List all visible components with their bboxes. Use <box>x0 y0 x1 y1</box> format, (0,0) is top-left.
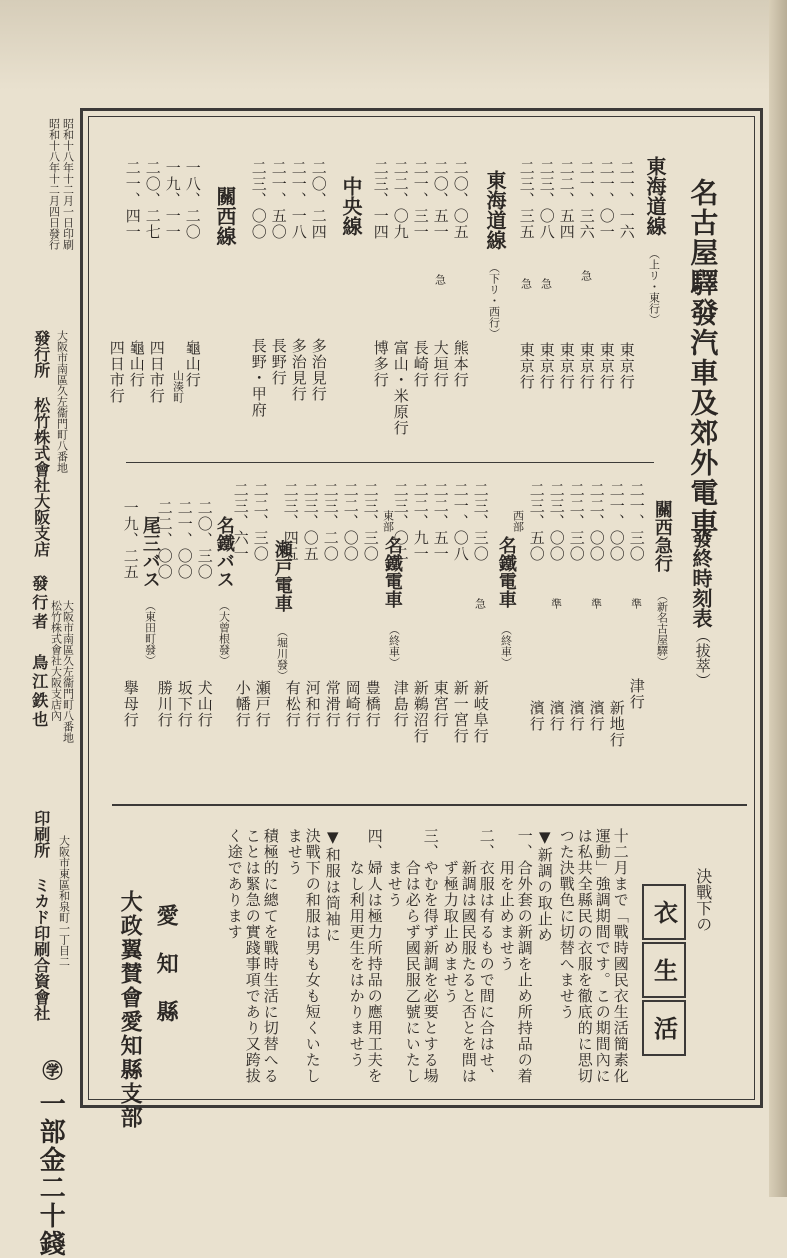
campaign-lead-3: は私共全縣民の衣服を徹底的に思切 <box>575 828 594 1084</box>
kansai-kyuko-dest-5: 濱行 <box>547 700 566 732</box>
tokaido-down-dest-3: 長崎行 <box>411 340 430 388</box>
tokaido-up-direction: （上リ・東行） <box>647 248 661 325</box>
upper-lower-divider <box>126 462 654 463</box>
page-top-shadow <box>0 0 787 90</box>
meitetsu-east-dest-3: 常滑行 <box>323 680 342 728</box>
tokaido-down-mark-2: 急 <box>433 274 447 285</box>
meitetsu-bus-time-1: 二〇、三〇 <box>195 500 214 580</box>
tokaido-up-time-6: 二三、三五 <box>517 160 536 240</box>
meitetsu-east-dest-1: 豊橋行 <box>363 680 382 728</box>
kansai-kyuko-time-3: 二二、〇〇 <box>587 482 606 562</box>
campaign-org: 大政翼賛會愛知縣支部 <box>117 890 144 1130</box>
publisher-address: 大阪市南區久左衞門町八番地 <box>55 330 69 473</box>
campaign-item-4b: なし利用更生をはかりませう <box>347 828 366 1068</box>
bisan-bus-dest-1: 擧母行 <box>121 680 140 728</box>
tokaido-up-time-3: 二一、三六 <box>577 160 596 240</box>
kansai-dest-2: 四日市行 <box>147 340 166 404</box>
meitetsu-west-dest-3: 東宮行 <box>431 680 450 728</box>
issue-date: 昭和十八年十二月四日發行 <box>47 118 61 250</box>
seto-dest-2: 小幡行 <box>233 680 252 728</box>
tokaido-down-label: 東海道線 <box>483 170 507 250</box>
kansai-label: 關西線 <box>213 186 237 246</box>
timetable-campaign-divider <box>112 804 747 806</box>
tokaido-down-dest-1: 熊本行 <box>451 340 470 388</box>
campaign-title-char-1: 衣 <box>649 900 679 924</box>
meitetsu-east-time-5: 二三、四五 <box>281 482 300 562</box>
meitetsu-west-time-2: 二一、〇八 <box>451 482 470 562</box>
campaign-item-3a: 三、やむを得ず新調を必要とする場 <box>421 828 440 1084</box>
meitetsu-west-dest-5: 津島行 <box>391 680 410 728</box>
campaign-title-char-2: 生 <box>649 958 679 982</box>
tokaido-up-mark-3: 急 <box>579 270 593 281</box>
campaign-closing-3: く途であります <box>225 828 244 940</box>
tokaido-up-dest-1: 東京行 <box>617 342 636 390</box>
editor-address-1: 大阪市南區久左衞門町八番地 <box>61 600 75 743</box>
meitetsu-east-dest-2: 岡崎行 <box>343 680 362 728</box>
meitetsu-west-dest-1: 新岐阜行 <box>471 680 490 744</box>
print-date: 昭和十八年十二月一日印刷 <box>61 118 75 250</box>
printer-address: 大阪市東區和泉町一丁目二 <box>57 835 71 967</box>
campaign-wafuku-1: 決戰下の和服は男も女も短くいたし <box>303 828 322 1084</box>
kansai-kyuko-dest-3: 濱行 <box>587 700 606 732</box>
meitetsu-east-time-2: 二二、〇〇 <box>341 482 360 562</box>
tokaido-up-time-5: 二三、〇八 <box>537 160 556 240</box>
meitetsu-east-dest-4: 河和行 <box>303 680 322 728</box>
chuo-time-4: 二三、〇〇 <box>249 160 268 240</box>
meitetsu-east-time-1: 二三、三〇 <box>361 482 380 562</box>
meitetsu-west-label: 名鐵電車 <box>495 536 517 608</box>
tokaido-up-time-4: 二二、五四 <box>557 160 576 240</box>
meitetsu-west-dest-4: 新鵜沼行 <box>411 680 430 744</box>
price: 一部金二十錢 <box>35 1090 66 1258</box>
chuo-time-3: 二一、五〇 <box>269 160 288 240</box>
meitetsu-bus-time-2: 二一、〇〇 <box>175 500 194 580</box>
campaign-lead-4: つた決戰色に切替へませう <box>557 828 576 1020</box>
kansai-kyuko-dest-2: 新地行 <box>607 700 626 748</box>
meitetsu-east-time-3: 二三、二〇 <box>321 482 340 562</box>
tokaido-up-dest-5: 東京行 <box>537 342 556 390</box>
campaign-item-1b: 用を止めませう <box>497 828 516 972</box>
chuo-dest-3: 長野行 <box>269 338 288 386</box>
meitetsu-west-time-1: 二三、三〇 <box>471 482 490 562</box>
tokaido-down-direction: （下リ・西行） <box>487 262 501 339</box>
timetable-note: （拔萃） <box>693 628 712 688</box>
meitetsu-east-time-4: 二三、〇五 <box>301 482 320 562</box>
kansai-time-4: 二一、四一 <box>123 160 142 240</box>
tokaido-up-time-1: 二一、一六 <box>617 160 636 240</box>
campaign-lead-2: 運動」強調期間です。この期間內に <box>593 828 612 1084</box>
meitetsu-bus-time-3: 二二、〇〇 <box>155 500 174 580</box>
kansai-kyuko-label: 關西急行 <box>651 500 673 572</box>
meitetsu-west-time-4: 二二、九一 <box>411 482 430 562</box>
tokaido-down-time-3: 二一、三一 <box>411 160 430 240</box>
campaign-org-top: 愛 知 <box>153 904 180 976</box>
kansai-kyuko-time-1: 二一、三〇 <box>627 482 646 562</box>
meitetsu-east-prefix: 東部 <box>381 510 395 532</box>
tokaido-up-time-2: 二一、〇一 <box>597 160 616 240</box>
tokaido-down-time-2: 二〇、五一 <box>431 160 450 240</box>
tokaido-down-dest-2: 大垣行 <box>431 340 450 388</box>
page-edge <box>769 0 787 1197</box>
meitetsu-east-label: 名鐵電車 <box>381 536 403 608</box>
kansai-kyuko-time-4: 二二、三〇 <box>567 482 586 562</box>
tokaido-up-dest-4: 東京行 <box>557 342 576 390</box>
campaign-closing-2: ことは緊急の實踐事項であり又跨拔 <box>243 828 262 1084</box>
meitetsu-bus-direction: （大曾根發） <box>217 600 231 666</box>
meitetsu-bus-dest-2: 坂下行 <box>175 680 194 728</box>
kansai-note-1: 山湊町 <box>171 370 185 403</box>
seto-dest-1: 瀬戸行 <box>253 680 272 728</box>
chuo-label: 中央線 <box>339 176 363 236</box>
kansai-kyuko-time-6: 二三、五〇 <box>527 482 546 562</box>
chuo-dest-2: 多治見行 <box>289 338 308 402</box>
kansai-time-2: 一九、一一 <box>163 160 182 240</box>
campaign-wafuku-2: ませう <box>285 828 304 876</box>
campaign-head-wafuku: ▼和服は筒袖に <box>323 828 342 943</box>
meitetsu-west-time-5: 二三、〇二 <box>391 482 410 562</box>
kansai-time-3: 二〇、二七 <box>143 160 162 240</box>
bisan-bus-time-1: 一九、二五 <box>121 500 140 580</box>
tokaido-up-dest-6: 東京行 <box>517 342 536 390</box>
printer: 印刷所 ミカド印刷合資會社 <box>31 810 51 1021</box>
tokaido-up-dest-2: 東京行 <box>597 342 616 390</box>
chuo-dest-4: 長野・甲府 <box>249 338 268 418</box>
tokaido-down-dest-5: 博多行 <box>371 340 390 388</box>
seto-direction: （堀川發） <box>275 626 289 681</box>
meitetsu-west-prefix: 西部 <box>511 510 525 532</box>
campaign-lead-1: 十二月まで「戰時國民衣生活簡素化 <box>611 828 630 1084</box>
kansai-kyuko-time-5: 二三、〇〇 <box>547 482 566 562</box>
meitetsu-east-direction: （終車） <box>387 624 401 668</box>
campaign-head-new: ▼新調の取止め <box>535 828 554 943</box>
tokaido-up-mark-5: 急 <box>539 278 553 289</box>
campaign-closing-1: 積極的に總てを戰時生活に切替へる <box>261 828 280 1084</box>
campaign-item-1a: 一、合外套の新調を止め所持品の着 <box>515 828 534 1084</box>
meitetsu-bus-dest-1: 犬山行 <box>195 680 214 728</box>
tokaido-down-time-1: 二〇、〇五 <box>451 160 470 240</box>
bisan-bus-label: 尾三バス <box>139 516 161 588</box>
kansai-dest-1: 龜山行 <box>183 340 202 388</box>
campaign-title-box-3 <box>642 1000 686 1056</box>
tokaido-down-dest-4: 富山・米原行 <box>391 340 410 436</box>
campaign-title-box-2 <box>642 942 686 998</box>
campaign-item-3c: ませう <box>385 828 404 908</box>
tokaido-down-time-4: 二二、〇九 <box>391 160 410 240</box>
kansai-kyuko-time-2: 二一、〇〇 <box>607 482 626 562</box>
campaign-item-2b: 新調は國民服たると否とを問は <box>459 828 478 1084</box>
campaign-title-box-1 <box>642 884 686 940</box>
timetable-title: 名古屋驛發汽車及郊外電車 <box>686 178 720 538</box>
meitetsu-bus-label: 名鐵バス <box>213 516 235 588</box>
bisan-bus-direction: （東田町發） <box>143 600 157 666</box>
meitetsu-west-direction: （終車） <box>499 624 513 668</box>
chuo-dest-1: 多治見行 <box>309 338 328 402</box>
campaign-org-ken: 縣 <box>153 1000 180 1024</box>
chuo-time-2: 二一、一八 <box>289 160 308 240</box>
price-mark: ㊫ <box>39 1060 63 1080</box>
kansai-time-1: 一八、二〇 <box>183 160 202 240</box>
meitetsu-east-dest-5: 有松行 <box>283 680 302 728</box>
tokaido-up-label: 東海道線 <box>643 156 667 236</box>
campaign-item-2a: 二、衣服は有るもので間に合はせ、 <box>477 828 496 1084</box>
campaign-item-3b: 合は必らず國民服乙號にいたし <box>403 828 422 1084</box>
meitetsu-west-time-3: 二二、五一 <box>431 482 450 562</box>
chuo-time-1: 二〇、二四 <box>309 160 328 240</box>
seto-label: 瀬戸電車 <box>271 540 293 612</box>
meitetsu-west-dest-2: 新一宮行 <box>451 680 470 744</box>
campaign-item-2c: ず極力取止めませう <box>441 828 460 1004</box>
kansai-kyuko-dest-1: 津行 <box>627 678 646 710</box>
kansai-dest-4: 四日市行 <box>107 340 126 404</box>
seto-time-2: 二三、六一 <box>231 482 250 562</box>
editor-address-2: 松竹株式會社大阪支店內 <box>49 600 63 721</box>
editor: 發行者 鳥江鉄也 <box>29 575 49 730</box>
publisher: 發行所 松竹株式會社大阪支店 <box>31 330 51 557</box>
campaign-item-4a: 四、婦人は極力所持品の應用工夫を <box>365 828 384 1084</box>
kansai-kyuko-direction: （新名古屋驛） <box>655 590 669 667</box>
tokaido-up-dest-3: 東京行 <box>577 342 596 390</box>
tokaido-up-mark-6: 急 <box>519 278 533 289</box>
kansai-kyuko-mark-5: 準 <box>549 598 563 609</box>
tokaido-down-time-5: 二三、一四 <box>371 160 390 240</box>
campaign-title-char-3: 活 <box>649 1016 679 1040</box>
kansai-kyuko-mark-1: 準 <box>629 598 643 609</box>
seto-time-1: 二二、三〇 <box>251 482 270 562</box>
kansai-kyuko-mark-3: 準 <box>589 598 603 609</box>
kansai-kyuko-dest-4: 濱行 <box>567 700 586 732</box>
meitetsu-bus-dest-3: 勝川行 <box>155 680 174 728</box>
campaign-prefix: 決戰下の <box>693 868 713 932</box>
kansai-dest-3: 龜山行 <box>127 340 146 388</box>
kansai-kyuko-dest-6: 濱行 <box>527 700 546 732</box>
timetable-subtitle: 發終時刻表 <box>689 528 713 628</box>
meitetsu-west-mark-1: 急 <box>473 598 487 609</box>
